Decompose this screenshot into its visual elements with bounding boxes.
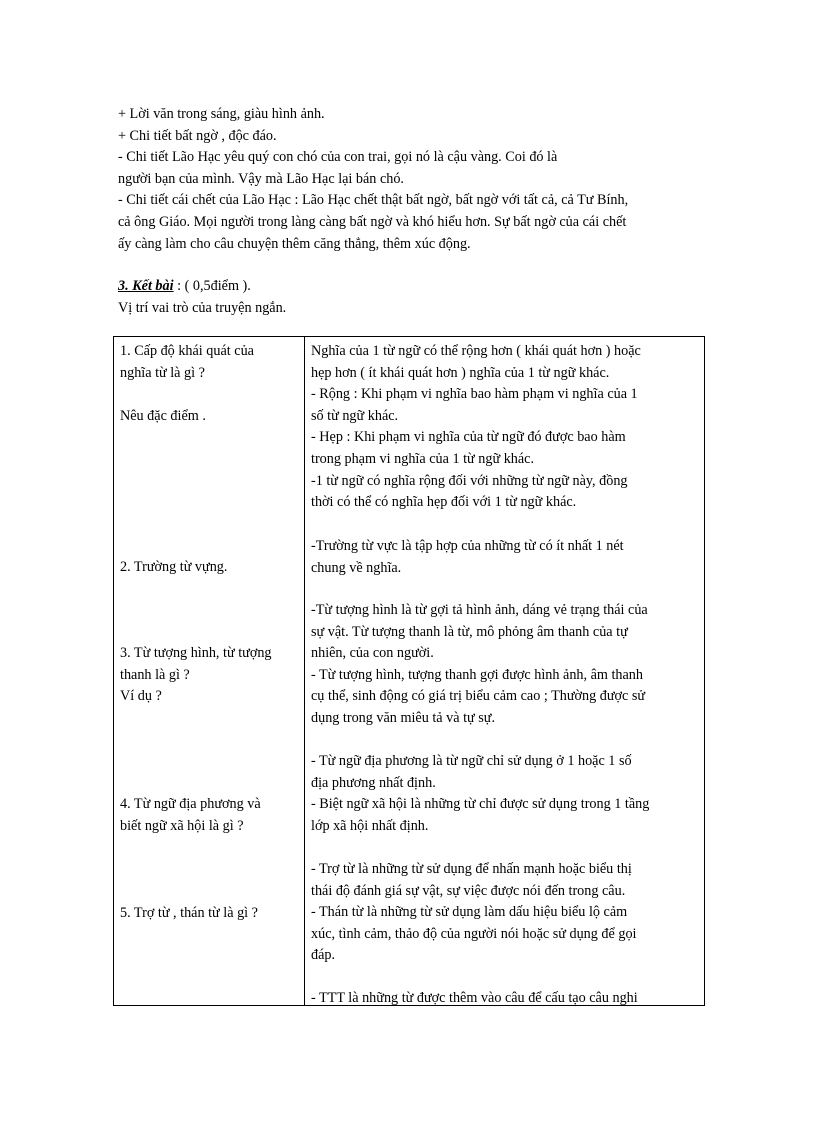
answer-3: -Từ tượng hình là từ gợi tả hình ảnh, dáng vẻ trạng thái của sự vật. Từ tượng thanh là từ, mô phỏng âm thanh của tự nhiên, của con người. - Từ tượng hình, tượng thanh gợi được hình ảnh, âm thanh cụ thể, sinh động có giá trị biểu cảm cao ; Thường được sử dụng trong văn miêu tả và tự sự. bbox=[311, 602, 648, 726]
intro-line: - Chi tiết cái chết của Lão Hạc : Lão Hạc chết thật bất ngờ, bất ngờ với tất cả, cả Tư Bính, bbox=[118, 192, 629, 209]
answer-4: - Từ ngữ địa phương là từ ngữ chỉ sử dụng ở 1 hoặc 1 số địa phương nhất định. - Biệt ngữ xã hội là những từ chỉ được sử dụng trong 1 tầng lớp xã hội nhất định. bbox=[311, 753, 650, 834]
question-5: 5. Trợ từ , thán từ là gì ? bbox=[120, 905, 258, 921]
answer-5: - Trợ từ là những từ sử dụng để nhấn mạnh hoặc biểu thị thái độ đánh giá sự vật, sự việc được nói đến trong câu. - Thán từ là những từ sử dụng làm dấu hiệu biểu lộ cảm xúc, tình cảm, thảo độ của người nói hoặc sử dụng để gọi đáp. bbox=[311, 861, 637, 964]
question-column bbox=[114, 337, 305, 1006]
question-3: 3. Từ tượng hình, từ tượng thanh là gì ? Ví dụ ? bbox=[120, 645, 272, 705]
intro-line: cả ông Giáo. Mọi người trong làng càng bất ngờ và khó hiểu hơn. Sự bất ngờ của cái chết bbox=[118, 213, 627, 230]
question-1: 1. Cấp độ khái quát của nghĩa từ là gì ? Nêu đặc điểm . bbox=[120, 343, 254, 424]
intro-line: + Lời văn trong sáng, giàu hình ảnh. bbox=[118, 106, 325, 122]
section-subtitle: Vị trí vai trò của truyện ngắn. bbox=[118, 299, 287, 316]
intro-line: + Chi tiết bất ngờ , độc đáo. bbox=[118, 127, 277, 144]
intro-line: - Chi tiết Lão Hạc yêu quý con chó của con trai, gọi nó là cậu vàng. Coi đó là bbox=[118, 149, 558, 166]
qa-table bbox=[113, 336, 705, 1006]
answer-column bbox=[305, 337, 705, 1006]
answer-6: - TTT là những từ được thêm vào câu để cấu tạo câu nghi bbox=[311, 990, 638, 1005]
section-label: 3. Kết bài bbox=[118, 278, 174, 294]
section-heading bbox=[118, 276, 718, 319]
section-points: : ( 0,5điểm ). bbox=[173, 278, 251, 294]
table-row bbox=[114, 337, 705, 1006]
question-2: 2. Trường từ vựng. bbox=[120, 559, 228, 575]
intro-line: người bạn của mình. Vậy mà Lão Hạc lại bán chó. bbox=[118, 170, 404, 187]
answer-2: -Trường từ vực là tập hợp của những từ có ít nhất 1 nét chung về nghĩa. bbox=[311, 538, 624, 576]
question-4: 4. Từ ngữ địa phương và biết ngữ xã hội là gì ? bbox=[120, 796, 261, 834]
answer-1: Nghĩa của 1 từ ngữ có thể rộng hơn ( khái quát hơn ) hoặc hẹp hơn ( ít khái quát hơn ) nghĩa của 1 từ ngữ khác. - Rộng : Khi phạm vi nghĩa bao hàm phạm vi nghĩa của 1 số từ ngữ khác. - Hẹp : Khi phạm vi nghĩa của từ ngữ đó được bao hàm trong phạm vi nghĩa của 1 từ ngữ khác. -1 từ ngữ có nghĩa rộng đối với những từ ngữ này, đồng thời có thể có nghĩa hẹp đối với 1 từ ngữ khác. bbox=[311, 343, 641, 511]
intro-line: ấy càng làm cho câu chuyện thêm căng thẳng, thêm xúc động. bbox=[118, 235, 471, 252]
intro-paragraph bbox=[118, 104, 718, 255]
